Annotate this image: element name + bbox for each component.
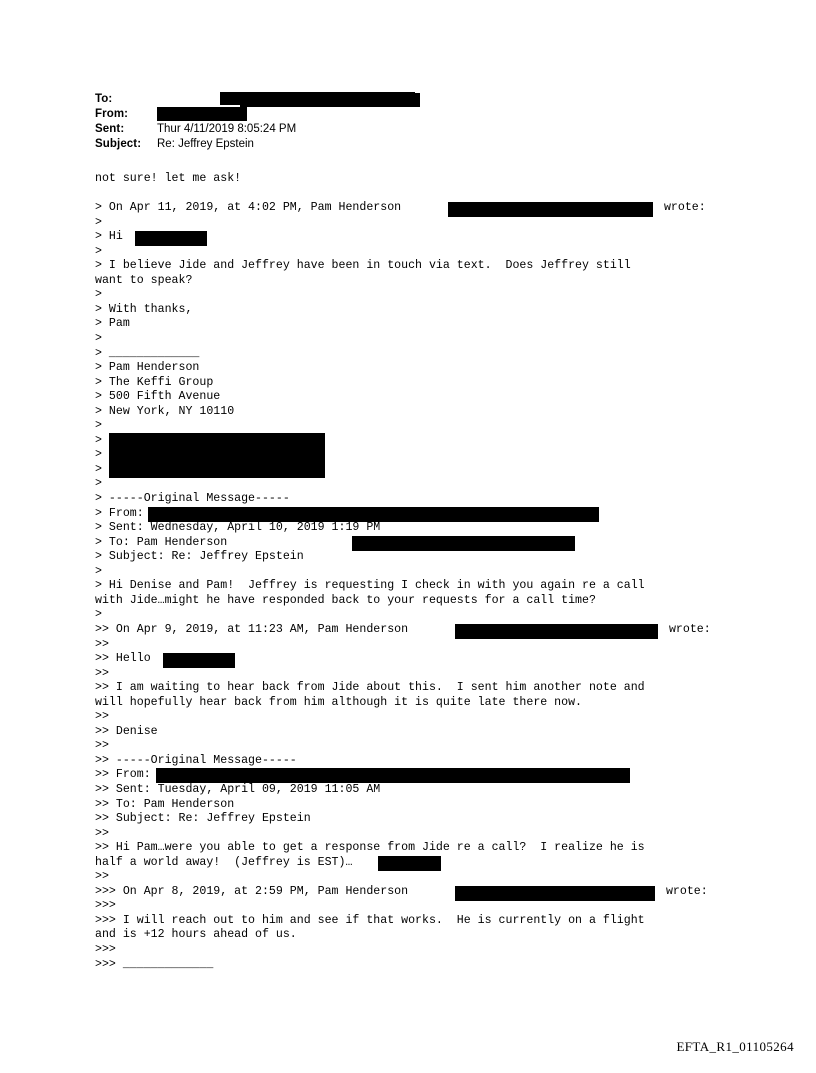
body-line-text: >> Hi Pam…were you able to get a response from Jide re a call? I realize he is (95, 841, 645, 855)
body-line (95, 768, 720, 783)
body-line-text: > From: (95, 506, 144, 520)
header-label-sent: Sent: (95, 123, 125, 135)
body-line (95, 230, 720, 245)
redaction-bar (156, 768, 630, 783)
body-line (95, 638, 720, 653)
body-line-text: >> I am waiting to hear back from Jide about this. I sent him another note and (95, 681, 645, 695)
body-line-text: > (95, 215, 102, 229)
body-line (95, 216, 720, 231)
body-line-text: > On Apr 11, 2019, at 4:02 PM, Pam Henderson (95, 201, 409, 215)
body-line-text: > 500 Fifth Avenue (95, 390, 221, 404)
body-line-text: >> To: Pam Henderson (95, 797, 235, 811)
body-line-text: > -----Original Message----- (95, 492, 290, 506)
body-line-text: >>> I will reach out to him and see if that works. He is currently on a flight (95, 913, 645, 927)
body-line (95, 405, 720, 420)
body-line-text: not sure! let me ask! (95, 172, 242, 185)
body-line (95, 710, 720, 725)
body-line-text: > Pam Henderson (95, 361, 200, 375)
body-line (95, 317, 720, 332)
body-line-text: > I believe Jide and Jeffrey have been in touch via text. Does Jeffrey still (95, 259, 631, 273)
bates-number: EFTA_R1_01105264 (676, 1039, 794, 1054)
body-line-text: >>> On Apr 8, 2019, at 2:59 PM, Pam Henderson (95, 884, 416, 898)
body-line (95, 187, 720, 202)
body-line (95, 623, 720, 638)
body-line-text: >> Hello (95, 652, 158, 666)
body-line-text: > The Keffi Group (95, 375, 214, 389)
body-line (95, 332, 720, 347)
body-line-text: > To: Pam Henderson (95, 535, 228, 549)
body-line-text: >> Denise (95, 724, 158, 738)
body-line-text: >> (95, 826, 109, 840)
body-line-suffix: wrote: (659, 884, 708, 898)
body-line (95, 681, 720, 696)
body-line-text: > (95, 332, 102, 346)
body-line-text: > (95, 244, 102, 258)
body-line-text: > (95, 419, 102, 433)
body-line (95, 477, 720, 492)
body-line (95, 798, 720, 813)
body-line (95, 943, 720, 958)
redaction-bar (352, 536, 575, 551)
body-line (95, 594, 720, 609)
body-line (95, 463, 720, 478)
body-line-text: >> Sent: Tuesday, April 09, 2019 11:05 AM (95, 782, 381, 796)
body-line-text: >> On Apr 9, 2019, at 11:23 AM, Pam Henderson (95, 622, 416, 636)
body-line (95, 274, 720, 289)
body-line-text: >> -----Original Message----- (95, 753, 297, 767)
body-line (95, 827, 720, 842)
body-line-text: > With thanks, (95, 302, 193, 316)
redaction-bar-header-wide (240, 93, 420, 107)
body-line (95, 754, 720, 769)
header-value-subject: Re: Jeffrey Epstein (157, 138, 254, 150)
body-line (95, 419, 720, 434)
body-line-text: > Hi Denise and Pam! Jeffrey is requesting I check in with you again re a call (95, 579, 645, 593)
body-line-text: >> (95, 637, 109, 651)
body-line (95, 201, 720, 216)
body-line-text: >> (95, 739, 109, 753)
body-line (95, 172, 720, 187)
body-line (95, 812, 720, 827)
body-line-text: > (95, 433, 102, 447)
header-row-subject (95, 137, 735, 152)
body-line (95, 841, 720, 856)
body-line (95, 376, 720, 391)
header-row-from (95, 107, 735, 122)
body-line (95, 492, 720, 507)
body-line (95, 739, 720, 754)
body-line (95, 507, 720, 522)
body-line-text: will hopefully hear back from him although it is quite late there now. (95, 695, 583, 709)
body-line-text: > (95, 608, 102, 622)
body-line (95, 608, 720, 623)
body-line-suffix: wrote: (662, 622, 711, 636)
body-line (95, 448, 720, 463)
body-line (95, 303, 720, 318)
header-label-from: From: (95, 108, 129, 120)
body-line-text: > Subject: Re: Jeffrey Epstein (95, 550, 304, 564)
body-line-text: >>> _____________ (95, 957, 214, 971)
body-line (95, 928, 720, 943)
body-line-text: > New York, NY 10110 (95, 404, 235, 418)
body-line (95, 696, 720, 711)
body-line (95, 361, 720, 376)
body-line (95, 856, 720, 871)
header-label-subject: Subject: (95, 138, 142, 150)
header-label-to: To: (95, 93, 113, 105)
body-line-text: > (95, 477, 102, 491)
body-line-text: >> (95, 870, 109, 884)
body-line-suffix: wrote: (657, 201, 706, 215)
body-line (95, 434, 720, 449)
body-line (95, 885, 720, 900)
header-value-sent: Thur 4/11/2019 8:05:24 PM (157, 123, 297, 135)
body-line (95, 245, 720, 260)
body-line (95, 536, 720, 551)
body-line-text: > Sent: Wednesday, April 10, 2019 1:19 PM (95, 521, 381, 535)
email-body (95, 172, 720, 972)
body-line (95, 521, 720, 536)
body-line (95, 579, 720, 594)
body-line (95, 652, 720, 667)
body-line-text: >> (95, 666, 109, 680)
redaction-bar (148, 507, 599, 522)
body-line (95, 259, 720, 274)
body-line-text: >>> (95, 942, 116, 956)
body-line (95, 914, 720, 929)
body-line-text: >> From: (95, 768, 151, 782)
body-line-text: >> (95, 710, 109, 724)
body-line (95, 390, 720, 405)
body-line-text: want to speak? (95, 273, 193, 287)
body-line-text: > _____________ (95, 346, 200, 360)
body-line-text: > (95, 288, 102, 302)
body-line-text: > (95, 564, 102, 578)
body-line-text: > (95, 448, 102, 462)
redaction-bar-from (157, 107, 247, 121)
body-line (95, 347, 720, 362)
header-row-sent (95, 122, 735, 137)
body-line-text: with Jide…might he have responded back to your requests for a call time? (95, 593, 596, 607)
body-line-text: >>> (95, 899, 116, 913)
body-line (95, 783, 720, 798)
body-line (95, 725, 720, 740)
body-line (95, 870, 720, 885)
body-line-text: > (95, 462, 102, 476)
body-line (95, 288, 720, 303)
body-line (95, 667, 720, 682)
body-line-text: >> Subject: Re: Jeffrey Epstein (95, 812, 311, 826)
body-line-text: > Pam (95, 317, 130, 331)
body-line (95, 550, 720, 565)
redaction-bar (109, 462, 325, 478)
body-line (95, 958, 720, 973)
body-line-text: and is +12 hours ahead of us. (95, 928, 297, 942)
body-line-text: > Hi (95, 230, 130, 244)
body-line-text: half a world away! (Jeffrey is EST)… (95, 855, 353, 869)
body-line (95, 899, 720, 914)
redaction-bar (378, 856, 441, 871)
body-line (95, 565, 720, 580)
